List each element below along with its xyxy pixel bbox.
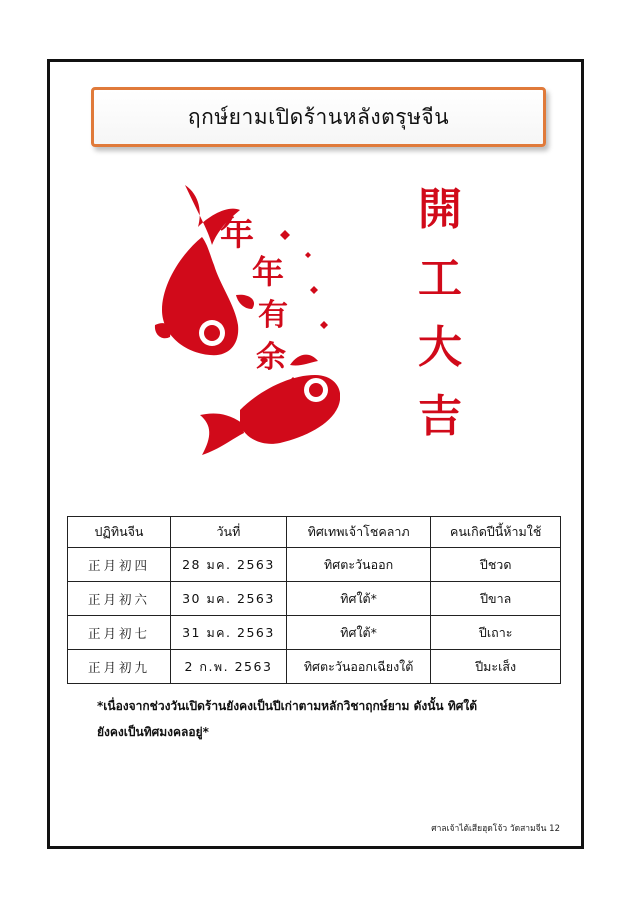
date-cell: 31 มค. 2563 bbox=[171, 616, 287, 650]
date-cell: 30 มค. 2563 bbox=[171, 582, 287, 616]
vertical-char-1: 開 bbox=[418, 184, 462, 235]
page-title: ฤกษ์ยามเปิดร้านหลังตรุษจีน bbox=[187, 104, 450, 129]
vertical-char-3: 大 bbox=[418, 322, 462, 373]
direction-cell: ทิศใต้* bbox=[286, 582, 430, 616]
lower-fish-tail bbox=[200, 413, 244, 455]
page-footer: ศาลเจ้าไต้เสียฮุดโจ้ว วัดสามจีน 12 bbox=[431, 824, 560, 834]
footnote-line-2: ยังคงเป็นทิศมงคลอยู่* bbox=[97, 725, 209, 739]
lunar-date-cell: 正月初九 bbox=[68, 650, 171, 684]
direction-cell: ทิศตะวันออก bbox=[286, 548, 430, 582]
table-row bbox=[68, 616, 561, 650]
art-char-4: 余 bbox=[256, 340, 286, 375]
zodiac-cell: ปีเถาะ bbox=[431, 616, 561, 650]
table-header-row bbox=[68, 517, 561, 548]
art-char-3: 有 bbox=[258, 298, 288, 333]
direction-cell: ทิศตะวันออกเฉียงใต้ bbox=[286, 650, 430, 684]
title-banner bbox=[91, 87, 546, 147]
date-cell: 2 ก.พ. 2563 bbox=[171, 650, 287, 684]
zodiac-cell: ปีชวด bbox=[431, 548, 561, 582]
art-char-1: 年 bbox=[220, 214, 254, 254]
table-row bbox=[68, 650, 561, 684]
lunar-date-cell: 正月初七 bbox=[68, 616, 171, 650]
footnote bbox=[97, 693, 537, 745]
header-date: วันที่ bbox=[171, 517, 287, 548]
vertical-char-4: 吉 bbox=[418, 391, 462, 442]
header-wealth-direction: ทิศเทพเจ้าโชคลาภ bbox=[286, 517, 430, 548]
koi-fish-papercut-image bbox=[140, 175, 340, 475]
vertical-greeting bbox=[410, 184, 470, 464]
footnote-line-1: *เนื่องจากช่วงวันเปิดร้านยังคงเป็นปีเก่าตามหลักวิชาฤกษ์ยาม ดังนั้น ทิศใต้ bbox=[97, 699, 477, 713]
lunar-date-cell: 正月初四 bbox=[68, 548, 171, 582]
lunar-date-cell: 正月初六 bbox=[68, 582, 171, 616]
table-row bbox=[68, 548, 561, 582]
header-lunar-date: ปฏิทินจีน bbox=[68, 517, 171, 548]
auspicious-days-table bbox=[67, 516, 561, 684]
art-char-2: 年 bbox=[252, 253, 285, 291]
zodiac-cell: ปีขาล bbox=[431, 582, 561, 616]
direction-cell: ทิศใต้* bbox=[286, 616, 430, 650]
date-cell: 28 มค. 2563 bbox=[171, 548, 287, 582]
vertical-char-2: 工 bbox=[418, 253, 462, 304]
header-forbidden-zodiac: คนเกิดปีนี้ห้ามใช้ bbox=[431, 517, 561, 548]
table-row bbox=[68, 582, 561, 616]
zodiac-cell: ปีมะเส็ง bbox=[431, 650, 561, 684]
